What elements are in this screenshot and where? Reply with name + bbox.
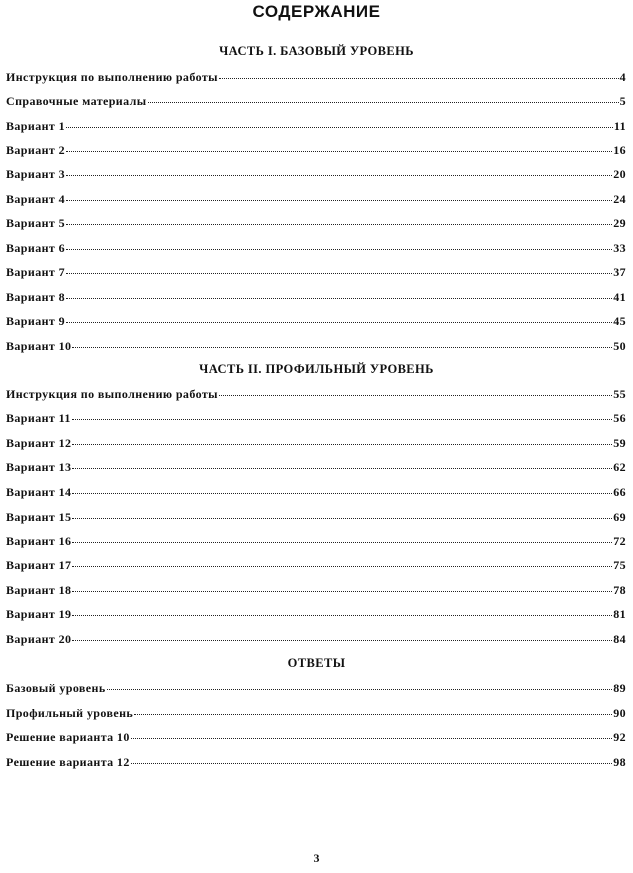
dot-leader <box>219 395 612 396</box>
toc-entry-page: 41 <box>613 290 626 304</box>
toc-entry-page: 75 <box>613 558 626 572</box>
toc-entry-page: 62 <box>613 460 626 474</box>
toc-entry-label: Справочные материалы <box>6 94 147 108</box>
toc-entry-label: Вариант 16 <box>6 534 72 548</box>
dot-leader <box>131 763 612 764</box>
dot-leader <box>72 419 612 420</box>
toc-entry-page: 89 <box>613 681 626 695</box>
toc-entry[interactable] <box>6 387 626 403</box>
toc-entry-label: Вариант 15 <box>6 510 72 524</box>
toc-entry[interactable] <box>6 411 626 427</box>
toc-entry[interactable] <box>6 265 626 281</box>
toc-entry-label: Вариант 9 <box>6 314 66 328</box>
dot-leader <box>66 249 612 250</box>
toc-entry[interactable] <box>6 583 626 599</box>
toc-entry-label: Вариант 3 <box>6 167 66 181</box>
toc-entry-page: 98 <box>613 755 626 769</box>
toc-entry[interactable] <box>6 706 626 722</box>
toc-entry[interactable] <box>6 216 626 232</box>
toc-entry-page: 50 <box>613 339 626 353</box>
toc-entry-page: 59 <box>613 436 626 450</box>
toc-entry-label: Вариант 13 <box>6 460 72 474</box>
toc-entry-page: 37 <box>613 265 626 279</box>
dot-leader <box>66 127 613 128</box>
toc-entry-label: Вариант 6 <box>6 241 66 255</box>
toc-entry[interactable] <box>6 119 626 135</box>
toc-entry-label: Вариант 10 <box>6 339 72 353</box>
dot-leader <box>66 224 612 225</box>
dot-leader <box>72 591 612 592</box>
dot-leader <box>134 714 612 715</box>
dot-leader <box>66 200 612 201</box>
toc-entry-page: 5 <box>619 94 626 108</box>
toc-entry[interactable] <box>6 730 626 746</box>
toc-entry-label: Вариант 17 <box>6 558 72 572</box>
toc-entry-page: 24 <box>613 192 626 206</box>
dot-leader <box>72 640 612 641</box>
toc-entry-label: Вариант 5 <box>6 216 66 230</box>
toc-entry-page: 81 <box>613 607 626 621</box>
toc-entry[interactable] <box>6 143 626 159</box>
dot-leader <box>72 566 612 567</box>
toc-entry[interactable] <box>6 534 626 550</box>
toc-entry-label: Вариант 14 <box>6 485 72 499</box>
dot-leader <box>72 468 612 469</box>
toc-entry-page: 84 <box>613 632 626 646</box>
toc-entry-page: 20 <box>613 167 626 181</box>
section-heading-answers: ОТВЕТЫ <box>287 656 346 670</box>
page-title: СОДЕРЖАНИЕ <box>252 2 381 21</box>
toc-entry-label: Вариант 4 <box>6 192 66 206</box>
toc-entry[interactable] <box>6 314 626 330</box>
dot-leader <box>66 151 612 152</box>
toc-entry[interactable] <box>6 70 626 86</box>
toc-entry-page: 45 <box>613 314 626 328</box>
toc-entry-page: 78 <box>613 583 626 597</box>
toc-entry-page: 11 <box>613 119 626 133</box>
toc-entry[interactable] <box>6 632 626 648</box>
toc-entry-page: 55 <box>613 387 626 401</box>
toc-entry[interactable] <box>6 290 626 306</box>
toc-entry-label: Решение варианта 10 <box>6 730 130 744</box>
toc-entry-page: 92 <box>613 730 626 744</box>
toc-entry[interactable] <box>6 460 626 476</box>
dot-leader <box>72 347 612 348</box>
dot-leader <box>219 78 619 79</box>
toc-entry-page: 72 <box>613 534 626 548</box>
toc-entry[interactable] <box>6 681 626 697</box>
dot-leader <box>148 102 619 103</box>
dot-leader <box>72 615 612 616</box>
toc-entry-label: Вариант 1 <box>6 119 66 133</box>
toc-entry-page: 56 <box>613 411 626 425</box>
section-heading-part-2: ЧАСТЬ II. ПРОФИЛЬНЫЙ УРОВЕНЬ <box>199 362 434 376</box>
toc-entry[interactable] <box>6 436 626 452</box>
dot-leader <box>72 542 612 543</box>
dot-leader <box>107 689 613 690</box>
toc-entry-label: Вариант 7 <box>6 265 66 279</box>
dot-leader <box>72 518 612 519</box>
toc-entry[interactable] <box>6 94 626 110</box>
dot-leader <box>66 298 612 299</box>
dot-leader <box>131 738 612 739</box>
toc-entry-label: Профильный уровень <box>6 706 134 720</box>
toc-entry-label: Вариант 18 <box>6 583 72 597</box>
dot-leader <box>66 322 612 323</box>
toc-entry-label: Базовый уровень <box>6 681 106 695</box>
toc-entry-label: Инструкция по выполнению работы <box>6 70 218 84</box>
toc-entry-label: Вариант 8 <box>6 290 66 304</box>
toc-entry[interactable] <box>6 755 626 771</box>
toc-entry-page: 29 <box>613 216 626 230</box>
section-heading-part-1: ЧАСТЬ I. БАЗОВЫЙ УРОВЕНЬ <box>219 44 414 58</box>
toc-entry-label: Вариант 2 <box>6 143 66 157</box>
toc-entry-page: 66 <box>613 485 626 499</box>
dot-leader <box>72 493 612 494</box>
toc-entry[interactable] <box>6 241 626 257</box>
toc-entry-label: Решение варианта 12 <box>6 755 130 769</box>
dot-leader <box>66 175 612 176</box>
toc-entry[interactable] <box>6 192 626 208</box>
toc-entry[interactable] <box>6 510 626 526</box>
toc-entry-label: Инструкция по выполнению работы <box>6 387 218 401</box>
toc-entry-page: 90 <box>613 706 626 720</box>
toc-entry-page: 4 <box>619 70 626 84</box>
toc-entry[interactable] <box>6 558 626 574</box>
dot-leader <box>66 273 612 274</box>
toc-entry[interactable] <box>6 485 626 501</box>
toc-entry-label: Вариант 12 <box>6 436 72 450</box>
dot-leader <box>72 444 612 445</box>
toc-entry-label: Вариант 11 <box>6 411 71 425</box>
toc-entry[interactable] <box>6 607 626 623</box>
toc-entry-page: 69 <box>613 510 626 524</box>
toc-entry-label: Вариант 19 <box>6 607 72 621</box>
page-number: 3 <box>313 851 320 865</box>
toc-entry[interactable] <box>6 167 626 183</box>
toc-entry[interactable] <box>6 339 626 355</box>
toc-entry-page: 33 <box>613 241 626 255</box>
toc-entry-page: 16 <box>613 143 626 157</box>
toc-entry-label: Вариант 20 <box>6 632 72 646</box>
